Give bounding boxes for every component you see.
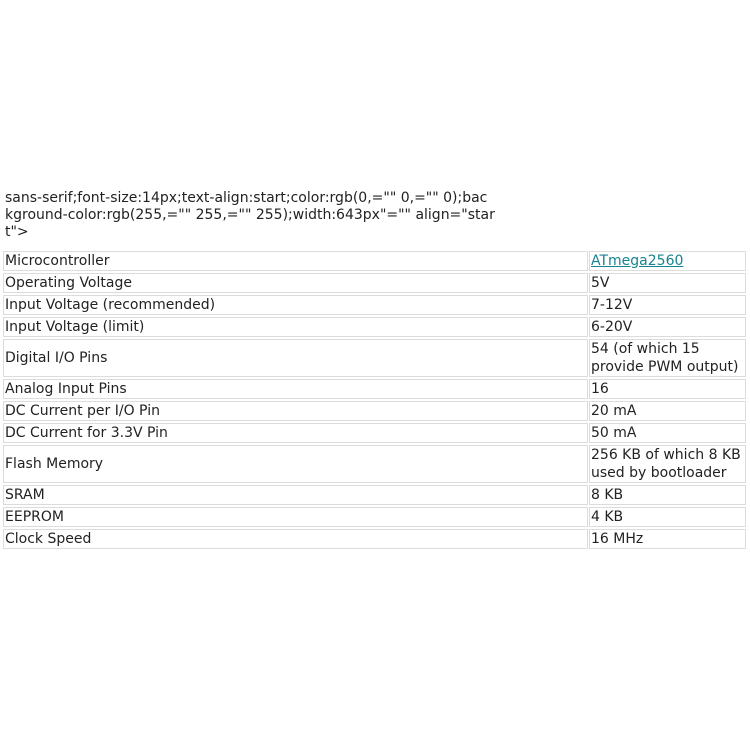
spec-value: 4 KB [589,507,746,527]
spec-label: Microcontroller [3,251,588,271]
spec-value: 16 [589,379,746,399]
spec-label: SRAM [3,485,588,505]
spec-label: Input Voltage (limit) [3,317,588,337]
spec-value: 256 KB of which 8 KB used by bootloader [589,445,746,483]
spec-label: Digital I/O Pins [3,339,588,377]
spec-value: 50 mA [589,423,746,443]
spec-value: 16 MHz [589,529,746,549]
spec-value: 20 mA [589,401,746,421]
spec-label: Input Voltage (recommended) [3,295,588,315]
table-row [3,251,746,271]
table-row [3,379,746,399]
microcontroller-link[interactable]: ATmega2560 [591,253,684,269]
spec-label: Operating Voltage [3,273,588,293]
table-row [3,401,746,421]
spec-label: DC Current for 3.3V Pin [3,423,588,443]
table-row [3,445,746,483]
table-row [3,295,746,315]
table-row [3,507,746,527]
spec-label: Analog Input Pins [3,379,588,399]
spec-value: 8 KB [589,485,746,505]
table-row [3,339,746,377]
table-row [3,423,746,443]
raw-markup-text: sans-serif;font-size:14px;text-align:start;color:rgb(0,="" 0,="" 0);background-color:rgb(255,="" 255,="" 255);width:643px"="" align="start"> [5,190,495,240]
spec-label: DC Current per I/O Pin [3,401,588,421]
table-row [3,485,746,505]
spec-value: 7-12V [589,295,746,315]
table-row [3,529,746,549]
table-row [3,273,746,293]
spec-value: 6-20V [589,317,746,337]
specs-table [2,249,747,551]
spec-label: EEPROM [3,507,588,527]
spec-label: Clock Speed [3,529,588,549]
spec-value [589,251,746,271]
spec-value: 54 (of which 15 provide PWM output) [589,339,746,377]
spec-value: 5V [589,273,746,293]
spec-label: Flash Memory [3,445,588,483]
table-row [3,317,746,337]
